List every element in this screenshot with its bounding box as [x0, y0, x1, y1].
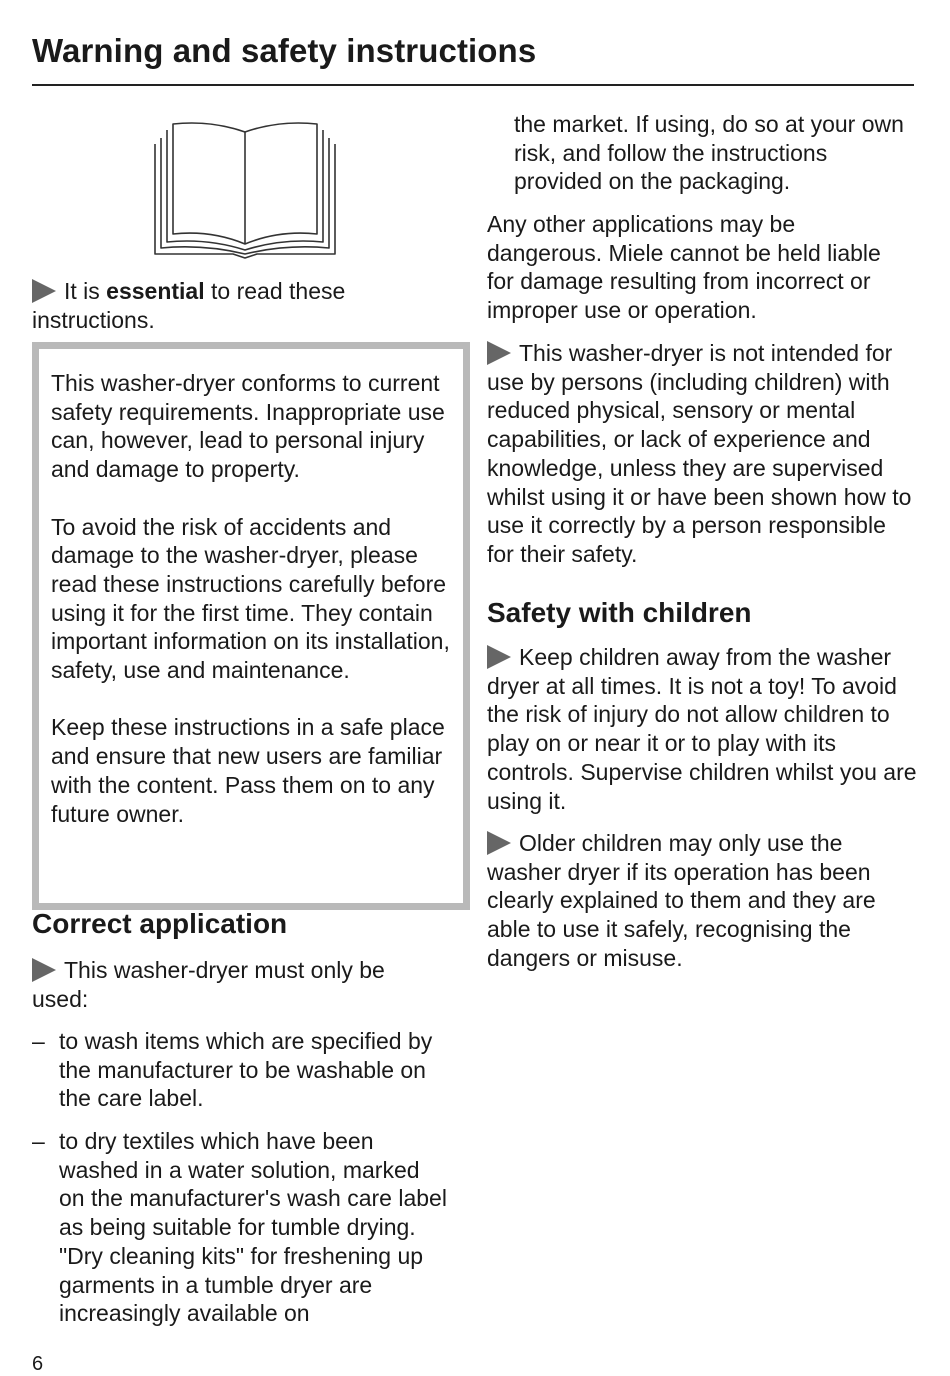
notice-paragraph: To avoid the risk of accidents and damage to the washer-dryer, please read these instructions carefully before using it for the first time. They contain important information on its installation, safety, use and maintenance.	[51, 513, 450, 684]
page-title: Warning and safety instructions	[32, 32, 537, 69]
triangle-bullet-icon	[487, 831, 511, 855]
notice-paragraph: Keep these instructions in a safe place and ensure that new users are familiar with the content. Pass them on to any future owner.	[51, 714, 445, 827]
triangle-bullet-icon	[487, 645, 511, 669]
children-warning	[487, 829, 907, 973]
dash-bullet: –	[32, 1028, 45, 1054]
persons-warning	[487, 339, 917, 569]
intro-emphasis: essential	[106, 278, 205, 304]
application-lead	[32, 956, 432, 1013]
safety-notice-box	[32, 342, 470, 910]
application-item	[32, 1127, 451, 1328]
notice-paragraph: This washer-dryer conforms to current safety requirements. Inappropriate use can, however, lead to personal injury and damage to property.	[51, 370, 445, 483]
intro-statement	[32, 277, 462, 334]
section-heading-correct-application: Correct application	[32, 908, 288, 939]
triangle-bullet-icon	[487, 341, 511, 365]
page-number: 6	[32, 1353, 44, 1375]
intro-text: It is	[64, 278, 107, 304]
application-item-text: to wash items which are specified by the manufacturer to be washable on the care label.	[59, 1028, 433, 1112]
title-divider	[32, 84, 914, 86]
application-item	[32, 1027, 464, 1113]
application-lead-text: This washer-dryer must only be used:	[32, 957, 385, 1012]
dash-bullet: –	[32, 1128, 45, 1154]
children-warning	[487, 643, 917, 815]
intro-text-end: to read these instructions.	[32, 278, 346, 333]
application-item-text: to dry textiles which have been washed in a water solution, marked on the manufacturer's wash care label as being suitable for tumble drying. "Dry cleaning kits" for freshening up garments in a tumble dryer are increasingly available on	[59, 1128, 447, 1327]
other-applications-warning: Any other applications may be dangerous. Miele cannot be held liable for damage resulting from incorrect or improper use or operation.	[487, 211, 881, 324]
triangle-bullet-icon	[32, 958, 56, 982]
open-book-icon	[153, 120, 337, 260]
application-item-continued: the market. If using, do so at your own risk, and follow the instructions provided on the packaging.	[514, 111, 904, 195]
triangle-bullet-icon	[32, 279, 56, 303]
persons-warning-text: This washer-dryer is not intended for use by persons (including children) with reduced physical, sensory or mental capabilities, or lack of experience and knowledge, unless they are supervised whilst using it or have been shown how to use it correctly by a person responsible for their safety.	[487, 340, 912, 567]
children-warning-text: Older children may only use the washer dryer if its operation has been clearly explained to them and they are able to use it safely, recognising the dangers or misuse.	[487, 830, 876, 971]
section-heading-safety-with-children: Safety with children	[487, 597, 752, 628]
children-warning-text: Keep children away from the washer dryer at all times. It is not a toy! To avoid the risk of injury do not allow children to play on or near it or to play with its controls. Supervise children whilst you are using it.	[487, 644, 917, 814]
